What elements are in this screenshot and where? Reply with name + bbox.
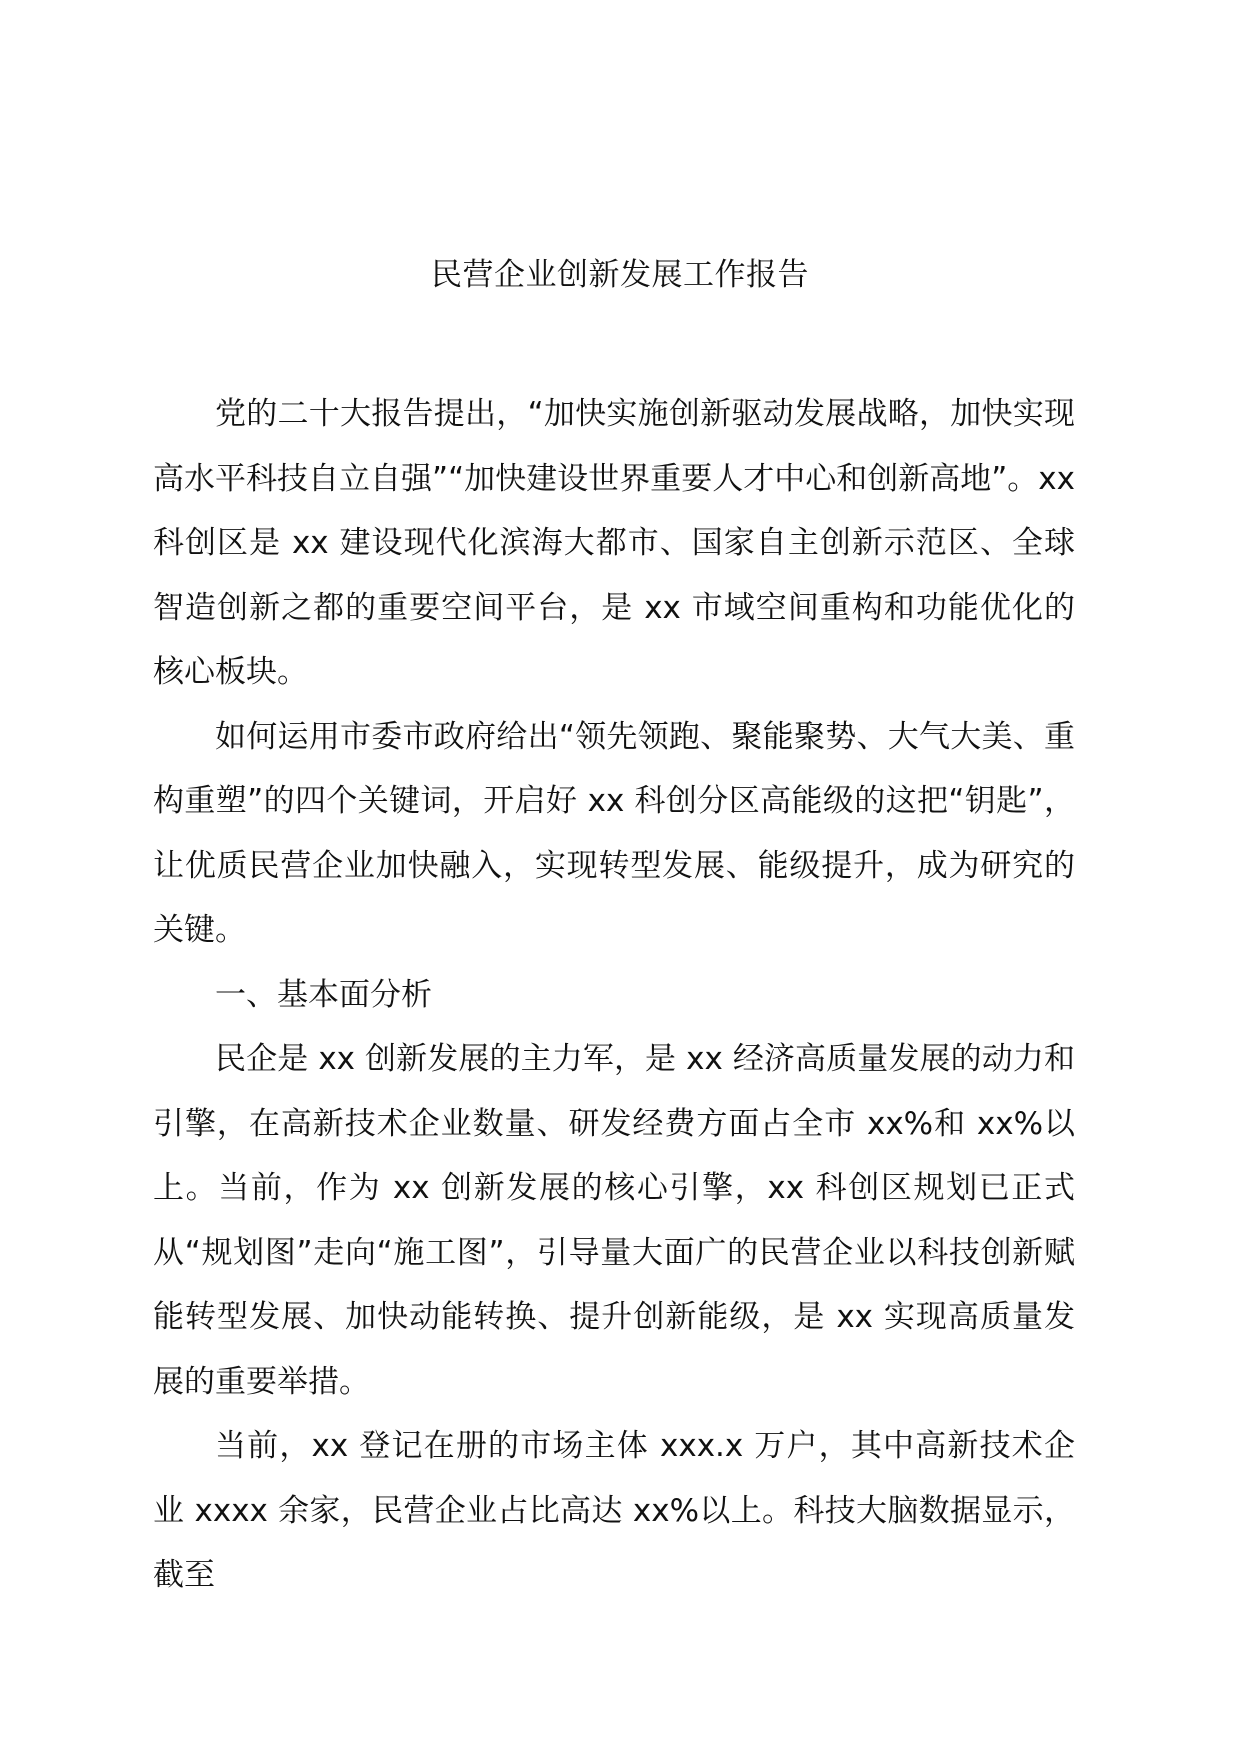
paragraph-intro-2: 如何运用市委市政府给出“领先领跑、聚能聚势、大气大美、重构重塑”的四个关键词，开启好 xx 科创分区高能级的这把“钥匙”，让优质民营企业加快融入，实现转型发展、能级提升，成为研究的关键。 <box>153 718 1075 948</box>
paragraph-intro-1: 党的二十大报告提出，“加快实施创新驱动发展战略，加快实现高水平科技自立自强”“加快建设世界重要人才中心和创新高地”。xx 科创区是 xx 建设现代化滨海大都市、国家自主创新示范区、全球智造创新之都的重要空间平台，是 xx 市域空间重构和功能优化的核心板块。 <box>153 396 1075 690</box>
section-heading: 一、基本面分析 <box>215 976 432 1013</box>
paragraph-section-2: 当前，xx 登记在册的市场主体 xxx.x 万户，其中高新技术企业 xxxx 余家，民营企业占比高达 xx%以上。科技大脑数据显示，截至 <box>153 1428 1075 1593</box>
document-body <box>153 382 1075 1608</box>
document-title: 民营企业创新发展工作报告 <box>431 257 809 293</box>
paragraph-section-1: 民企是 xx 创新发展的主力军，是 xx 经济高质量发展的动力和引擎，在高新技术企业数量、研发经费方面占全市 xx%和 xx%以上。当前，作为 xx 创新发展的核心引擎，xx 科创区规划已正式从“规划图”走向“施工图”，引导量大面广的民营企业以科技创新赋能转型发展、加快动能转换、提升创新能级，是 xx 实现高质量发展的重要举措。 <box>153 1041 1075 1400</box>
